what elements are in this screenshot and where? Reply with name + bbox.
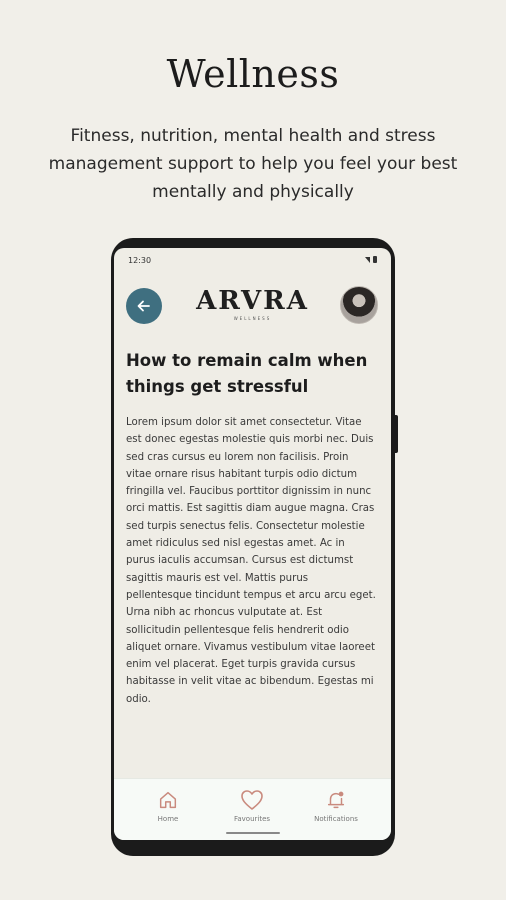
avatar[interactable] [340, 286, 378, 324]
battery-icon [373, 256, 377, 263]
app-screen [114, 248, 391, 840]
logo-text: ARVRA [196, 286, 309, 316]
nav-label-home: Home [157, 815, 179, 823]
article-title: How to remain calm when things get stressful [126, 351, 368, 396]
heart-icon [240, 789, 264, 811]
logo-subtext: WELLNESS [233, 316, 272, 321]
bell-icon [325, 789, 347, 811]
nav-label-favourites: Favourites [233, 815, 271, 823]
article-body: Lorem ipsum dolor sit amet consectetur. Vitae est donec egestas molestie quis morbi nec. Duis sed cras cursus eu lorem non facilisis. Proin vitae ornare risus habitant turpis odio dictum fringilla vel. Faucibus porttitor dignissim in nunc orci mattis. Est sagittis diam augue magna. Cras sed turpis senectus felis. Consectetur molestie amet ridiculus sed nisl egestas amet. Ac in purus iaculis accumsan. Cursus est dictumst sagittis mauris est vel. Mattis purus pellentesque tincidunt tempus et arcu arcu eget. Urna nibh ac rhoncus vulputate at. Est sollicitudin pellentesque felis hendrerit odio aliquet ornare. Vivamus vestibulum vitae laoreet enim vel placerat. Eget turpis gravida cursus habitasse in velit vitae ac bibendum. Egestas mi odio. [126, 417, 376, 705]
phone-side-button [394, 415, 398, 453]
status-icons [365, 256, 377, 263]
nav-label-notifications: Notifications [314, 815, 358, 823]
app-logo [184, 286, 321, 321]
bottom-nav [114, 778, 391, 840]
promo-subline: Fitness, nutrition, mental health and stress management support to help you feel your best mentally and physically [48, 126, 458, 202]
nav-item-favourites[interactable] [212, 789, 292, 823]
status-time: 12:30 [128, 256, 152, 265]
home-icon [157, 789, 179, 811]
nav-item-notifications[interactable] [296, 789, 376, 823]
back-button[interactable] [126, 288, 162, 324]
nav-item-home[interactable] [128, 789, 208, 823]
arrow-left-icon [136, 298, 152, 314]
signal-icon [365, 257, 370, 263]
promo-headline: Wellness [166, 52, 340, 96]
active-tab-indicator [226, 832, 280, 834]
status-bar [114, 248, 391, 270]
